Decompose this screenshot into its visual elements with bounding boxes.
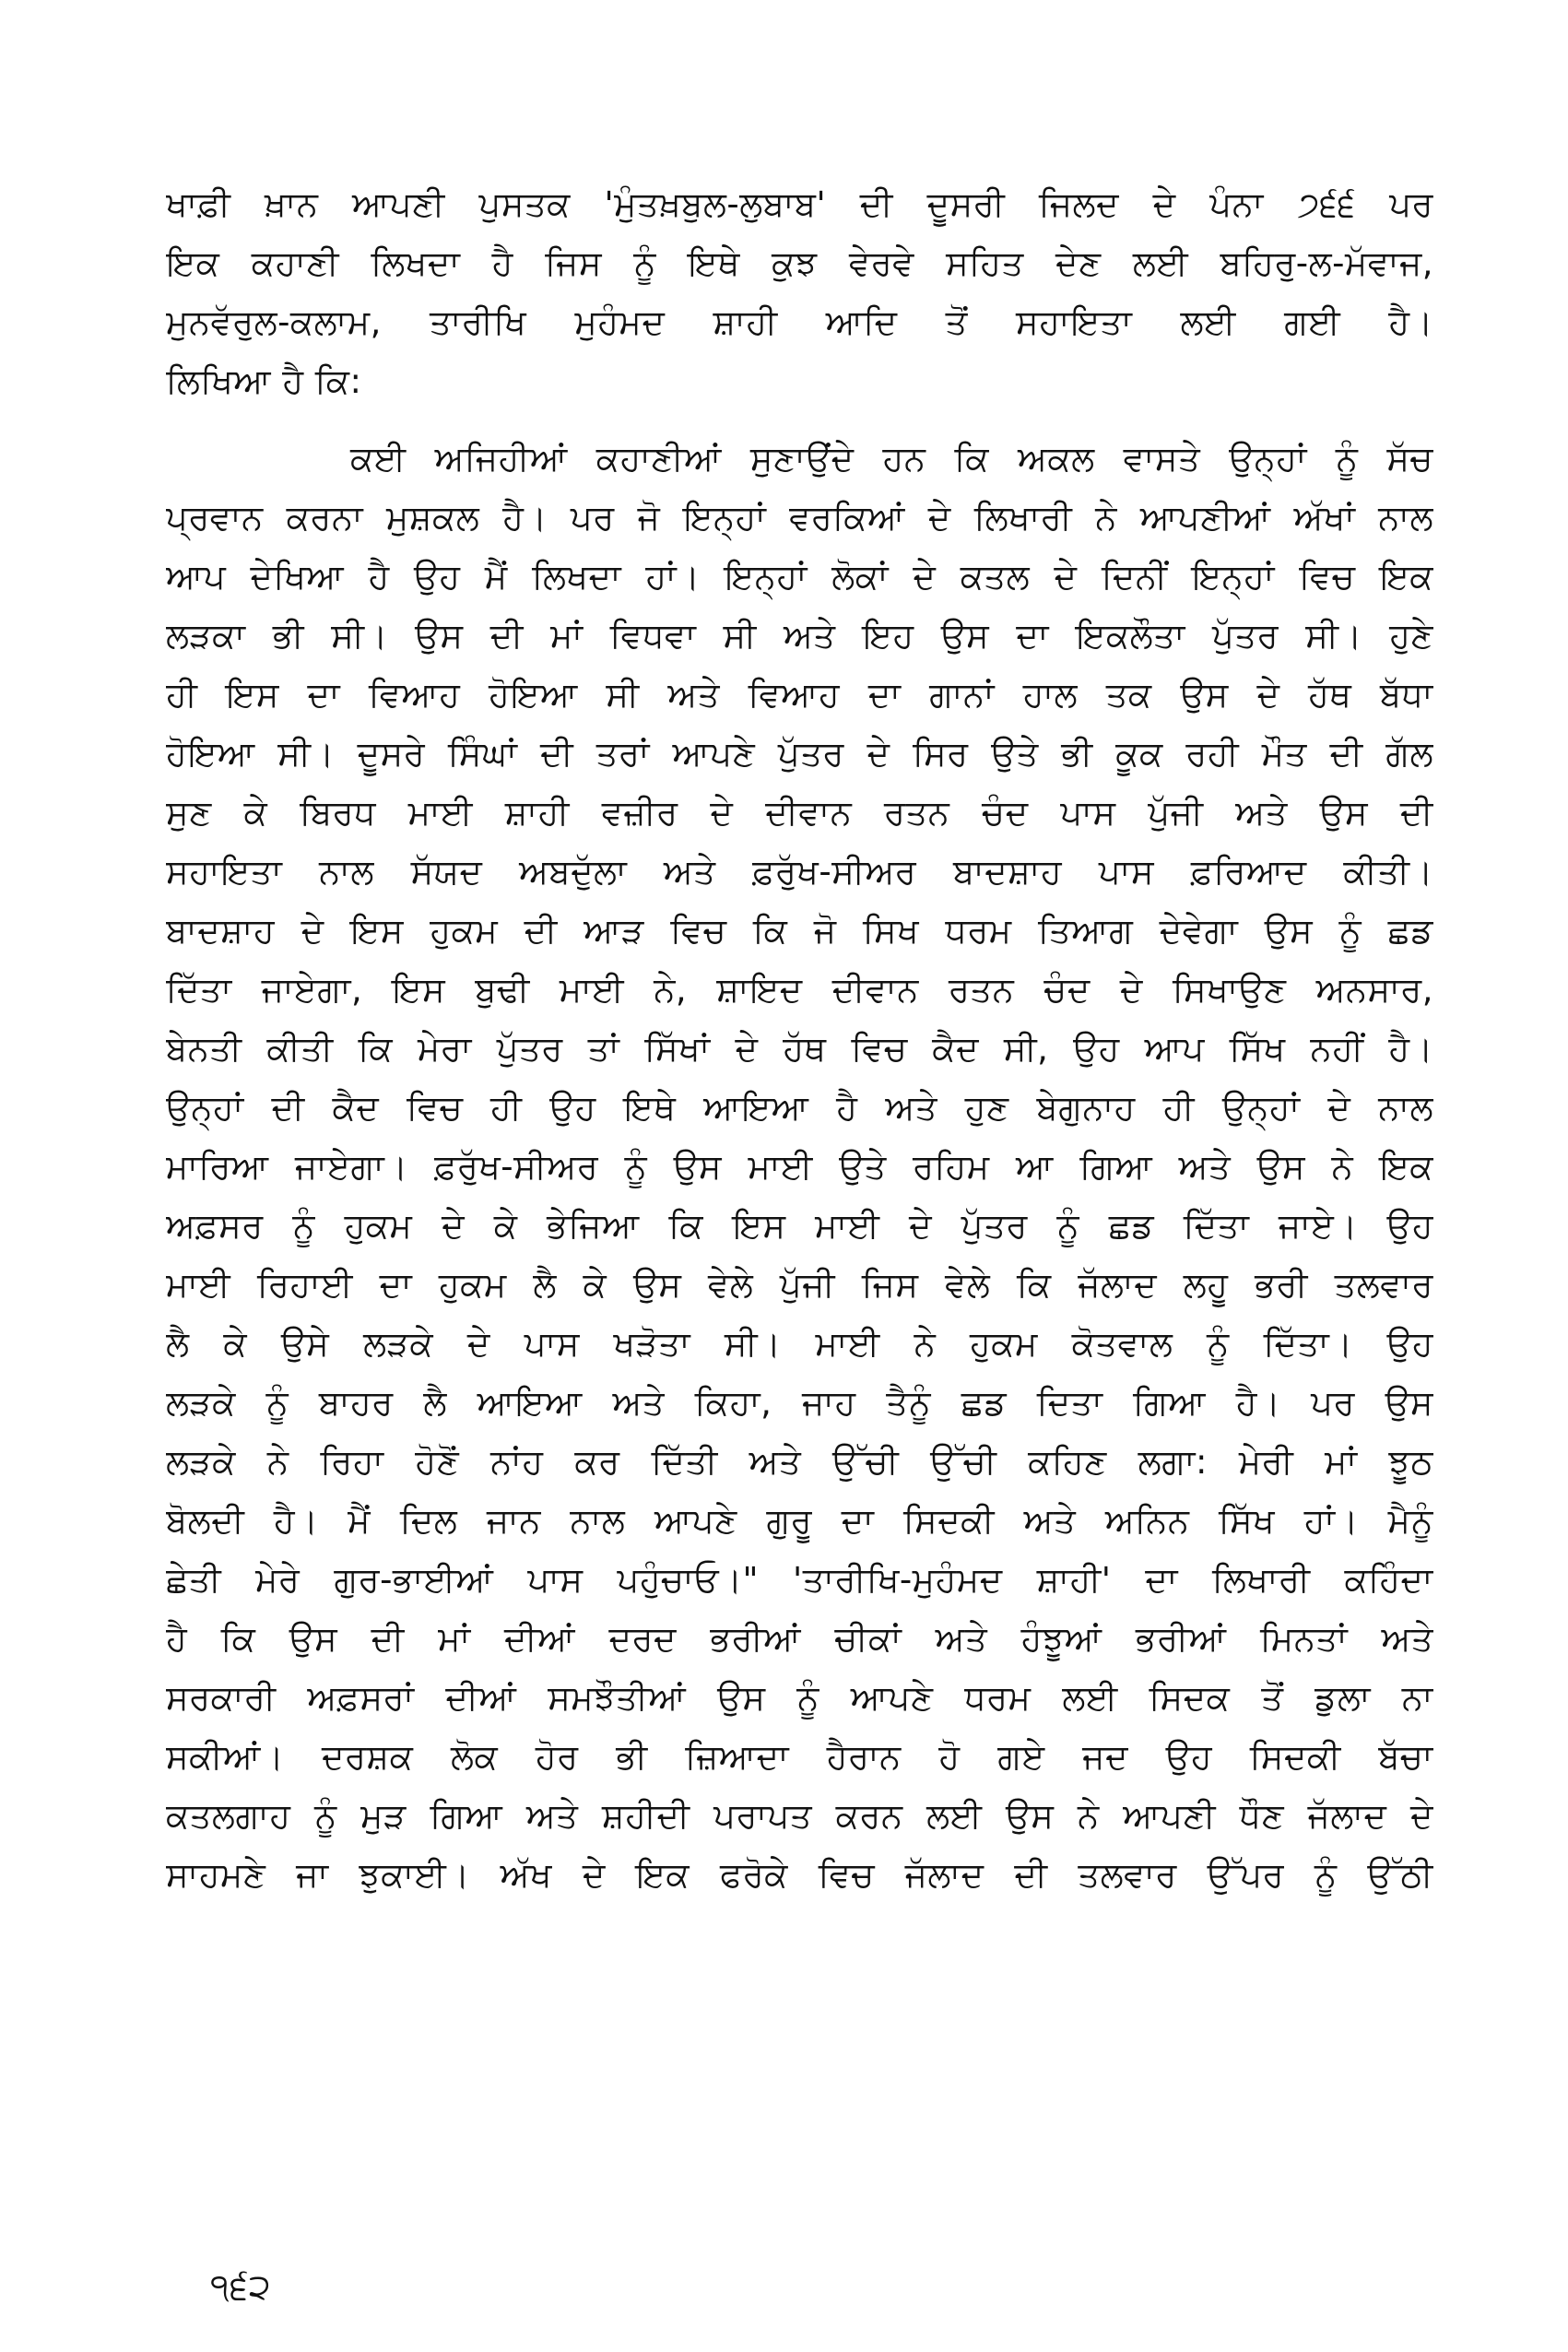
text-line: ਹੈ ਕਿ ਉਸ ਦੀ ਮਾਂ ਦੀਆਂ ਦਰਦ ਭਰੀਆਂ ਚੀਕਾਂ ਅਤੇ ਹੰਝੂਆਂ ਭਰੀਆਂ ਮਿਨਤਾਂ ਅਤੇ [166,1619,1433,1659]
text-line: ਸਾਹਮਣੇ ਜਾ ਝੁਕਾਈ। ਅੱਖ ਦੇ ਇਕ ਫਰੋਕੇ ਵਿਚ ਜੱਲਾਦ ਦੀ ਤਲਵਾਰ ਉੱਪਰ ਨੂੰ ਉੱਠੀ [166,1855,1433,1895]
text-line: ਲੜਕਾ ਭੀ ਸੀ। ਉਸ ਦੀ ਮਾਂ ਵਿਧਵਾ ਸੀ ਅਤੇ ਇਹ ਉਸ ਦਾ ਇਕਲੌਤਾ ਪੁੱਤਰ ਸੀ। ਹੁਣੇ [166,616,1433,656]
text-line: ਆਪ ਦੇਖਿਆ ਹੈ ਉਹ ਮੈਂ ਲਿਖਦਾ ਹਾਂ। ਇਨ੍ਹਾਂ ਲੋਕਾਂ ਦੇ ਕਤਲ ਦੇ ਦਿਨੀਂ ਇਨ੍ਹਾਂ ਵਿਚ ਇਕ [166,557,1433,597]
text-line: ਅਫ਼ਸਰ ਨੂੰ ਹੁਕਮ ਦੇ ਕੇ ਭੇਜਿਆ ਕਿ ਇਸ ਮਾਈ ਦੇ ਪੁੱਤਰ ਨੂੰ ਛਡ ਦਿੱਤਾ ਜਾਏ। ਉਹ [166,1206,1433,1246]
text-line: ਕਤਲਗਾਹ ਨੂੰ ਮੁੜ ਗਿਆ ਅਤੇ ਸ਼ਹੀਦੀ ਪਰਾਪਤ ਕਰਨ ਲਈ ਉਸ ਨੇ ਆਪਣੀ ਧੌਣ ਜੱਲਾਦ ਦੇ [166,1796,1433,1836]
text-line: ਹੀ ਇਸ ਦਾ ਵਿਆਹ ਹੋਇਆ ਸੀ ਅਤੇ ਵਿਆਹ ਦਾ ਗਾਨਾਂ ਹਾਲ ਤਕ ਉਸ ਦੇ ਹੱਥ ਬੱਧਾ [166,675,1433,715]
text-line: ਹੋਇਆ ਸੀ। ਦੂਸਰੇ ਸਿੰਘਾਂ ਦੀ ਤਰਾਂ ਆਪਣੇ ਪੁੱਤਰ ਦੇ ਸਿਰ ਉਤੇ ਭੀ ਕੂਕ ਰਹੀ ਮੌਤ ਦੀ ਗੱਲ [166,734,1433,774]
text-line: ਇਕ ਕਹਾਣੀ ਲਿਖਦਾ ਹੈ ਜਿਸ ਨੂੰ ਇਥੇ ਕੁਝ ਵੇਰਵੇ ਸਹਿਤ ਦੇਣ ਲਈ ਬਹਿਰੁ-ਲ-ਮੱਵਾਜ, [166,243,1433,283]
text-line: ਲੜਕੇ ਨੇ ਰਿਹਾ ਹੋਣੋਂ ਨਾਂਹ ਕਰ ਦਿੱਤੀ ਅਤੇ ਉੱਚੀ ਉੱਚੀ ਕਹਿਣ ਲਗਾ: ਮੇਰੀ ਮਾਂ ਝੂਠ [166,1442,1433,1482]
text-line: ਮਾਈ ਰਿਹਾਈ ਦਾ ਹੁਕਮ ਲੈ ਕੇ ਉਸ ਵੇਲੇ ਪੁੱਜੀ ਜਿਸ ਵੇਲੇ ਕਿ ਜੱਲਾਦ ਲਹੂ ਭਰੀ ਤਲਵਾਰ [166,1265,1433,1305]
text-line: ਬਾਦਸ਼ਾਹ ਦੇ ਇਸ ਹੁਕਮ ਦੀ ਆੜ ਵਿਚ ਕਿ ਜੋ ਸਿਖ ਧਰਮ ਤਿਆਗ ਦੇਵੇਗਾ ਉਸ ਨੂੰ ਛਡ [166,911,1433,951]
paragraph-gap [166,411,1433,430]
body-text [166,175,1433,1905]
text-line: ਸਹਾਇਤਾ ਨਾਲ ਸੱਯਦ ਅਬਦੁੱਲਾ ਅਤੇ ਫ਼ਰੁੱਖ-ਸੀਅਰ ਬਾਦਸ਼ਾਹ ਪਾਸ ਫ਼ਰਿਆਦ ਕੀਤੀ। [166,852,1433,892]
text-line: ਲੜਕੇ ਨੂੰ ਬਾਹਰ ਲੈ ਆਇਆ ਅਤੇ ਕਿਹਾ, ਜਾਹ ਤੈਨੂੰ ਛਡ ਦਿਤਾ ਗਿਆ ਹੈ। ਪਰ ਉਸ [166,1383,1433,1423]
text-line: ਸੁਣ ਕੇ ਬਿਰਧ ਮਾਈ ਸ਼ਾਹੀ ਵਜ਼ੀਰ ਦੇ ਦੀਵਾਨ ਰਤਨ ਚੰਦ ਪਾਸ ਪੁੱਜੀ ਅਤੇ ਉਸ ਦੀ [166,793,1433,833]
paragraph-intro [166,175,1433,411]
text-line: ਬੇਨਤੀ ਕੀਤੀ ਕਿ ਮੇਰਾ ਪੁੱਤਰ ਤਾਂ ਸਿੱਖਾਂ ਦੇ ਹੱਥ ਵਿਚ ਕੈਦ ਸੀ, ਉਹ ਆਪ ਸਿੱਖ ਨਹੀਂ ਹੈ। [166,1029,1433,1069]
page-number: ੧੬੨ [210,2266,272,2307]
text-line: ਖਾਫ਼ੀ ਖ਼ਾਨ ਆਪਣੀ ਪੁਸਤਕ 'ਮੁੰਤਖ਼ਬੁਲ-ਲੁਬਾਬ' ਦੀ ਦੂਸਰੀ ਜਿਲਦ ਦੇ ਪੰਨਾ ੭੬੬ ਪਰ [166,184,1433,224]
text-line: ਸਕੀਆਂ। ਦਰਸ਼ਕ ਲੋਕ ਹੋਰ ਭੀ ਜ਼ਿਆਦਾ ਹੈਰਾਨ ਹੋ ਗਏ ਜਦ ਉਹ ਸਿਦਕੀ ਬੱਚਾ [166,1737,1433,1777]
text-line: ਮੁਨਵੱਰੁਲ-ਕਲਾਮ, ਤਾਰੀਖਿ ਮੁਹੰਮਦ ਸ਼ਾਹੀ ਆਦਿ ਤੋਂ ਸਹਾਇਤਾ ਲਈ ਗਈ ਹੈ। [166,302,1433,342]
text-line: ਮਾਰਿਆ ਜਾਏਗਾ। ਫ਼ਰੁੱਖ-ਸੀਅਰ ਨੂੰ ਉਸ ਮਾਈ ਉਤੇ ਰਹਿਮ ਆ ਗਿਆ ਅਤੇ ਉਸ ਨੇ ਇਕ [166,1147,1433,1187]
text-line: ਲੈ ਕੇ ਉਸੇ ਲੜਕੇ ਦੇ ਪਾਸ ਖੜੋਤਾ ਸੀ। ਮਾਈ ਨੇ ਹੁਕਮ ਕੋਤਵਾਲ ਨੂੰ ਦਿੱਤਾ। ਉਹ [166,1324,1433,1364]
paragraph-story [166,430,1433,1905]
text-line: ਸਰਕਾਰੀ ਅਫ਼ਸਰਾਂ ਦੀਆਂ ਸਮਝੌਤੀਆਂ ਉਸ ਨੂੰ ਆਪਣੇ ਧਰਮ ਲਈ ਸਿਦਕ ਤੋਂ ਡੁਲਾ ਨਾ [166,1678,1433,1718]
text-line: ਲਿਖਿਆ ਹੈ ਕਿ: [166,361,362,401]
text-line: ਬੋਲਦੀ ਹੈ। ਮੈਂ ਦਿਲ ਜਾਨ ਨਾਲ ਆਪਣੇ ਗੁਰੂ ਦਾ ਸਿਦਕੀ ਅਤੇ ਅਨਿਨ ਸਿੱਖ ਹਾਂ। ਮੈਨੂੰ [166,1501,1433,1541]
text-line: ਪ੍ਰਵਾਨ ਕਰਨਾ ਮੁਸ਼ਕਲ ਹੈ। ਪਰ ਜੋ ਇਨ੍ਹਾਂ ਵਰਕਿਆਂ ਦੇ ਲਿਖਾਰੀ ਨੇ ਆਪਣੀਆਂ ਅੱਖਾਂ ਨਾਲ [166,498,1433,538]
text-line: ਛੇਤੀ ਮੇਰੇ ਗੁਰ-ਭਾਈਆਂ ਪਾਸ ਪਹੁੰਚਾਓ।" 'ਤਾਰੀਖਿ-ਮੁਹੰਮਦ ਸ਼ਾਹੀ' ਦਾ ਲਿਖਾਰੀ ਕਹਿੰਦਾ [166,1560,1433,1600]
text-line: ਦਿੱਤਾ ਜਾਏਗਾ, ਇਸ ਬੁਢੀ ਮਾਈ ਨੇ, ਸ਼ਾਇਦ ਦੀਵਾਨ ਰਤਨ ਚੰਦ ਦੇ ਸਿਖਾਉਣ ਅਨਸਾਰ, [166,970,1433,1010]
text-line: ਉਨ੍ਹਾਂ ਦੀ ਕੈਦ ਵਿਚ ਹੀ ਉਹ ਇਥੇ ਆਇਆ ਹੈ ਅਤੇ ਹੁਣ ਬੇਗੁਨਾਹ ਹੀ ਉਨ੍ਹਾਂ ਦੇ ਨਾਲ [166,1088,1433,1128]
text-line: ਕਈ ਅਜਿਹੀਆਂ ਕਹਾਣੀਆਂ ਸੁਣਾਉਂਦੇ ਹਨ ਕਿ ਅਕਲ ਵਾਸਤੇ ਉਨ੍ਹਾਂ ਨੂੰ ਸੱਚ [350,439,1433,479]
